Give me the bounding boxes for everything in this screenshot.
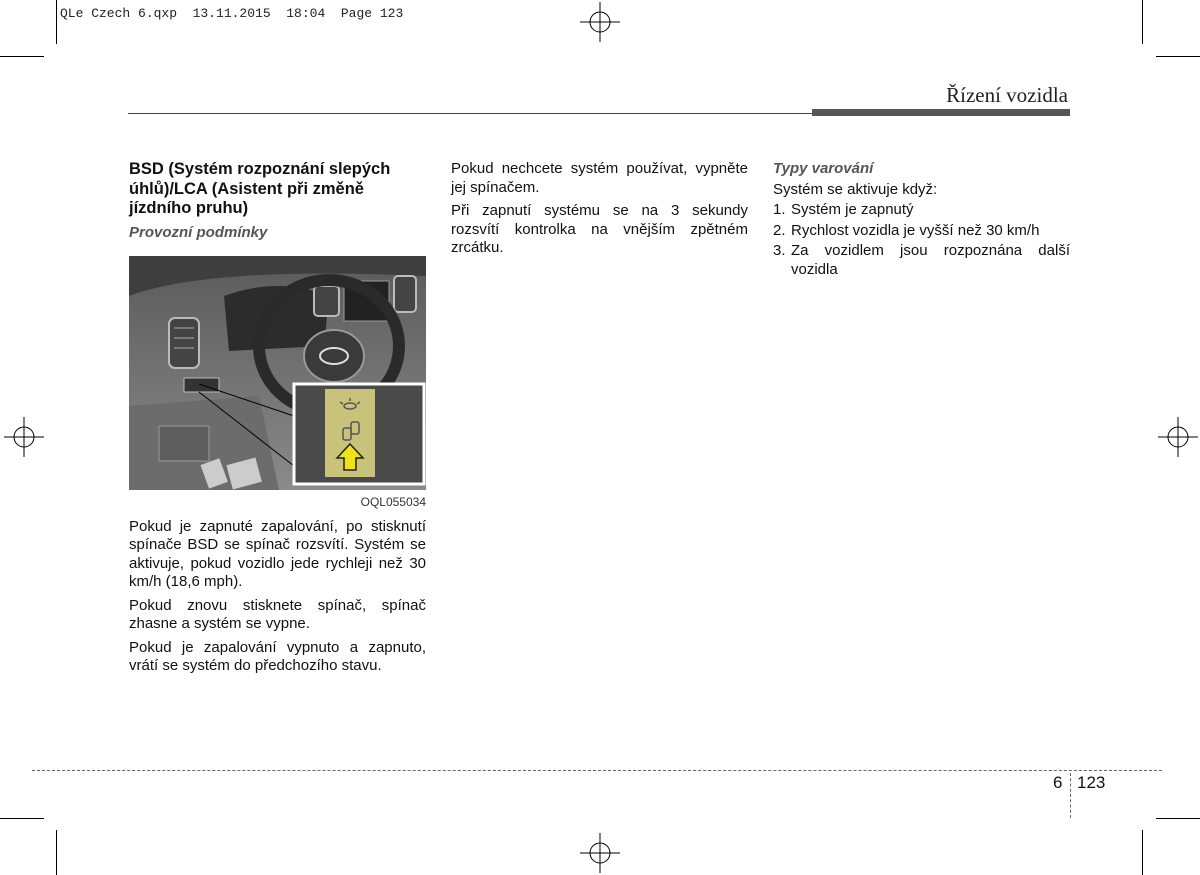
column-left	[129, 160, 426, 681]
print-slug: QLe Czech 6.qxp 13.11.2015 18:04 Page 123	[60, 6, 404, 21]
figure-code: OQL055034	[357, 495, 426, 509]
list-number: 1.	[773, 201, 786, 218]
registration-mark-icon	[4, 417, 44, 457]
crop-mark	[1142, 830, 1143, 875]
intro-text: Systém se aktivuje když:	[773, 180, 938, 198]
column-right	[773, 160, 1070, 281]
paragraph: Pokud je zapalování vypnuto a zapnuto, vrátí se systém do předchozího stavu.	[129, 638, 426, 674]
list-number: 2.	[773, 221, 786, 239]
dashboard-illustration	[129, 256, 426, 490]
paragraph: Při zapnutí systému se na 3 sekundy rozsvítí kontrolka na vnějším zpětném zrcátku.	[451, 202, 748, 256]
chapter-number: 6	[1053, 773, 1063, 792]
crop-mark	[56, 830, 57, 875]
registration-mark-icon	[580, 833, 620, 873]
paragraph: Pokud je zapnuté zapalování, po stisknutí spínače BSD se spínač rozsvítí. Systém se aktivuje, pokud vozidlo jede rychleji než 30 km/h (18,6 mph).	[129, 517, 426, 590]
paragraph: Pokud nechcete systém používat, vypněte jej spínačem.	[451, 160, 748, 196]
crop-mark	[1156, 818, 1200, 819]
page-number: 123	[1077, 773, 1106, 792]
list-item	[773, 242, 1070, 279]
header-rule	[128, 113, 812, 114]
figure-caption	[129, 493, 426, 512]
section-title: Řízení vozidla	[946, 83, 1068, 107]
footer-divider	[1070, 773, 1071, 818]
list-text: Rychlost vozidla je vyšší než 30 km/h	[791, 221, 1040, 239]
footer-rule	[32, 770, 1162, 771]
registration-mark-icon	[1158, 417, 1198, 457]
list-item	[773, 201, 1070, 220]
header-rule-thick	[812, 109, 1070, 116]
list-item	[773, 222, 1070, 241]
registration-mark-icon	[580, 2, 620, 42]
paragraph: Pokud znovu stisknete spínač, spínač zhasne a systém se vypne.	[129, 596, 426, 632]
list-number: 3.	[773, 242, 786, 259]
condition-list	[773, 201, 1070, 279]
crop-mark	[1156, 56, 1200, 57]
dashboard-drawing	[129, 256, 426, 490]
subheading: Provozní podmínky	[129, 223, 268, 241]
list-text: Systém je zapnutý	[791, 201, 914, 218]
crop-mark	[1142, 0, 1143, 44]
subheading: Typy varování	[773, 160, 874, 177]
list-text: Za vozidlem jsou rozpoznána další vozidla	[791, 242, 1070, 278]
column-middle	[451, 160, 748, 263]
crop-mark	[0, 56, 44, 57]
crop-mark	[56, 0, 57, 44]
crop-mark	[0, 818, 44, 819]
section-heading: BSD (Systém rozpoznání slepých úhlů)/LCA (Asistent při změně jízdního pruhu)	[129, 160, 391, 217]
